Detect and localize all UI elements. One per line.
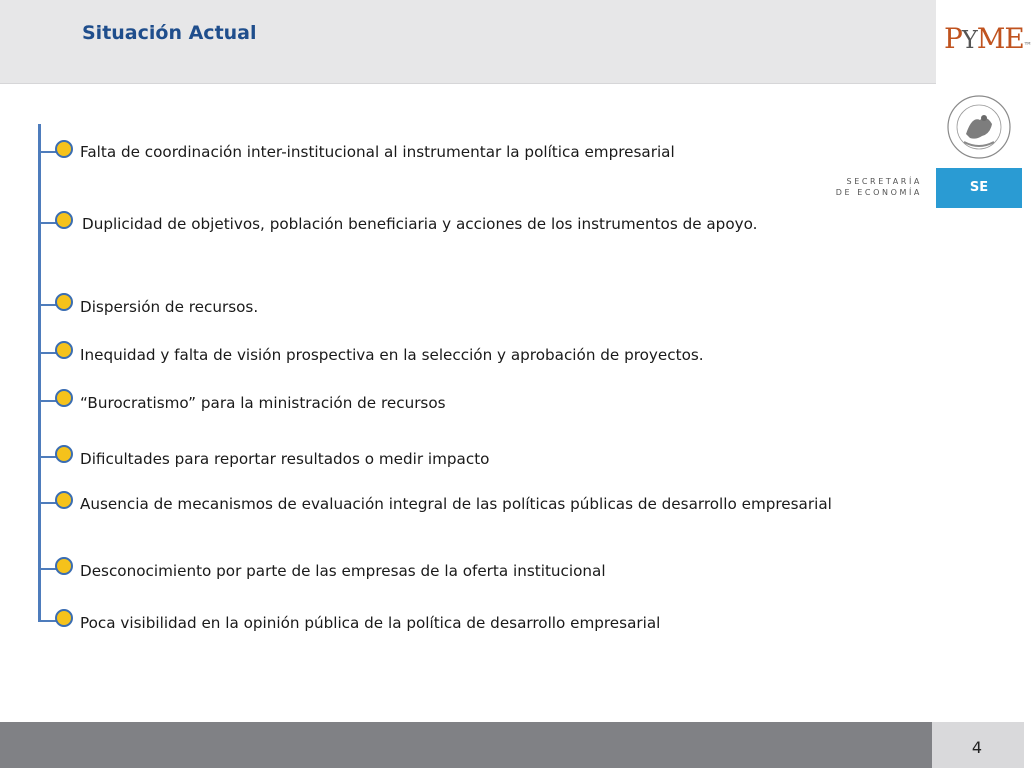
bullet-icon: [55, 293, 73, 311]
bullet-icon: [55, 389, 73, 407]
list-item-text: Dificultades para reportar resultados o medir impacto: [80, 450, 490, 468]
page-number: 4: [971, 738, 982, 757]
list-item-text: Dispersión de recursos.: [80, 298, 259, 316]
se-badge: SE: [936, 168, 1022, 208]
bullet-icon: [55, 557, 73, 575]
list-item-text: Desconocimiento por parte de las empresas de la oferta institucional: [80, 562, 606, 580]
list-item-text: Falta de coordinación inter-institucional al instrumentar la política empresarial: [80, 143, 675, 161]
bullet-icon: [55, 445, 73, 463]
list-item-text: Ausencia de mecanismos de evaluación integral de las políticas públicas de desarrollo empresarial: [80, 495, 832, 513]
secretaria-de-economia-logo: [800, 176, 922, 198]
bullet-icon: [55, 609, 73, 627]
list-item-text: “Burocratismo” para la ministración de recursos: [80, 394, 446, 412]
bullet-icon: [55, 140, 73, 158]
bullet-icon: [55, 341, 73, 359]
footer-band: [0, 722, 932, 768]
list-item-text: Duplicidad de objetivos, población beneficiaria y acciones de los instrumentos de apoyo.: [82, 215, 758, 233]
list-spine: [38, 124, 41, 622]
secretaria-line: SECRETARÍA: [846, 177, 922, 186]
list-item-text: Inequidad y falta de visión prospectiva en la selección y aprobación de proyectos.: [80, 346, 704, 364]
pyme-logo: PYME™: [944, 22, 1031, 55]
bullet-icon: [55, 211, 73, 229]
mexico-seal-icon: [946, 94, 1012, 160]
economia-line: DE ECONOMÍA: [835, 188, 922, 197]
bullet-icon: [55, 491, 73, 509]
list-item-text: Poca visibilidad en la opinión pública de la política de desarrollo empresarial: [80, 614, 661, 632]
page-title: Situación Actual: [82, 22, 257, 44]
